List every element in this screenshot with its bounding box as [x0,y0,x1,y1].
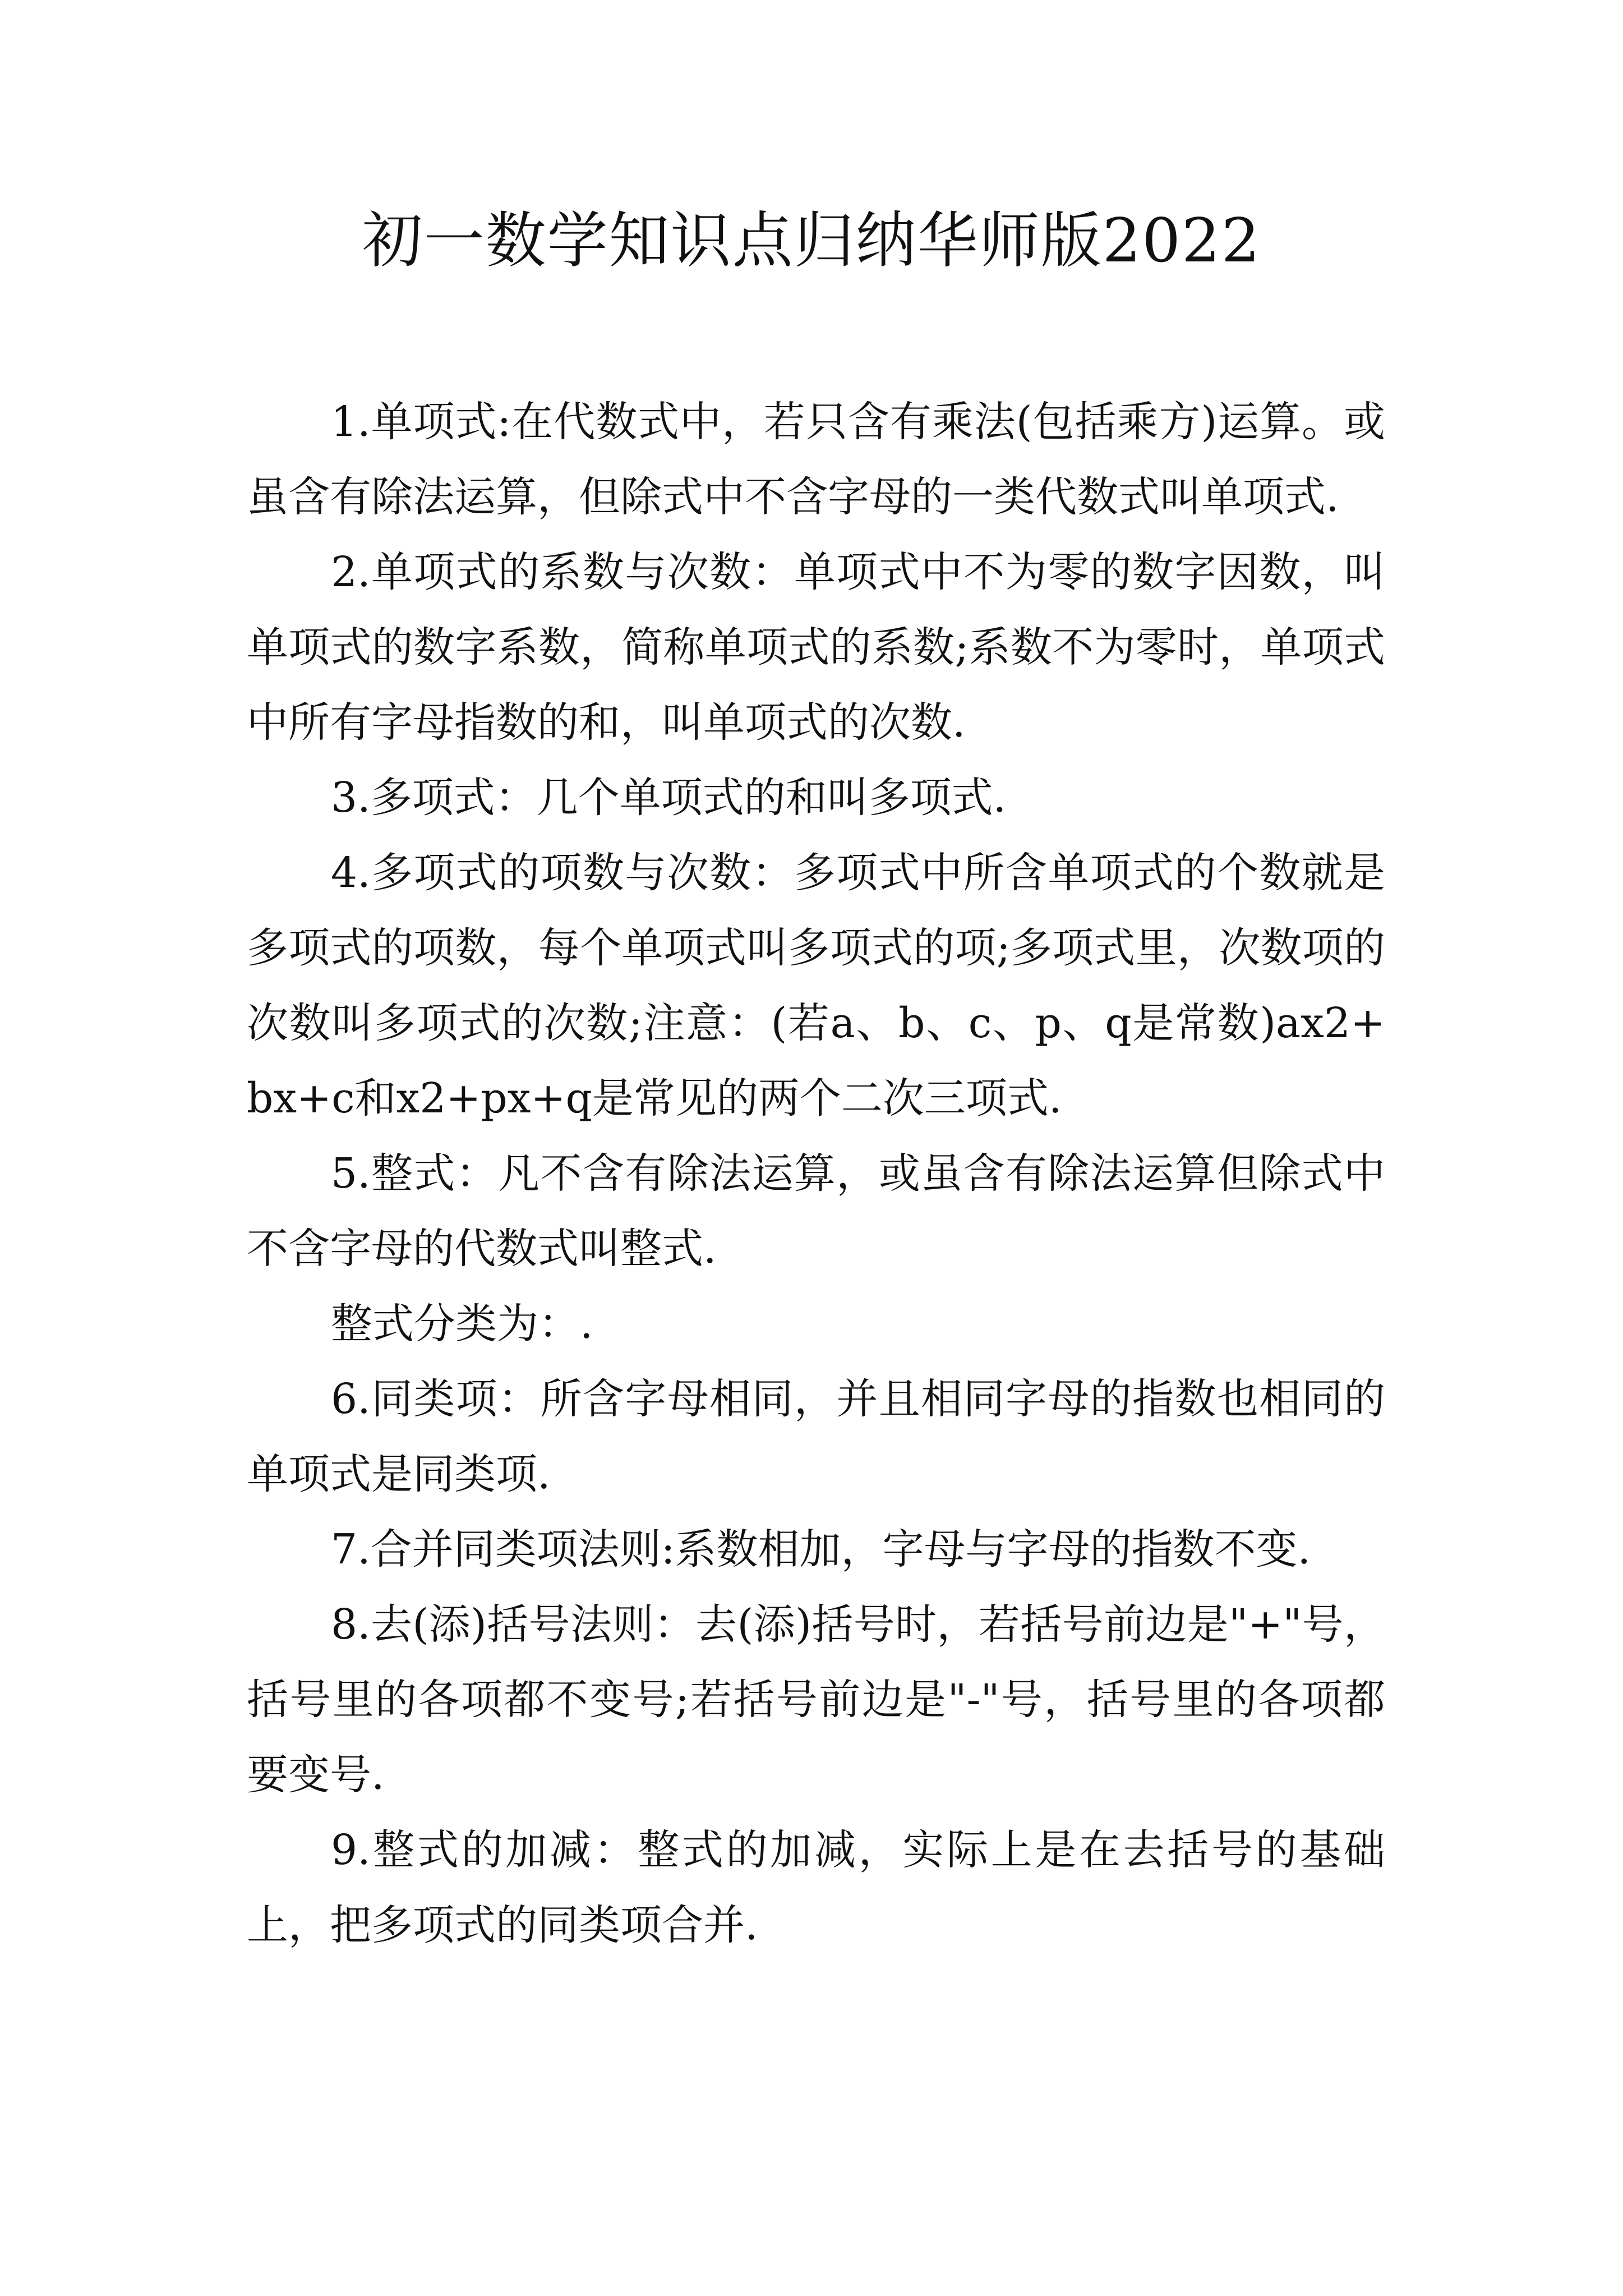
paragraph-4: 4.多项式的项数与次数：多项式中所含单项式的个数就是多项式的项数，每个单项式叫多项式的项;多项式里，次数项的次数叫多项式的次数;注意：(若a、b、c、p、q是常数)ax2+bx+c和x2+px+q是常见的两个二次三项式. [247,849,1385,1122]
paragraph-1: 1.单项式:在代数式中，若只含有乘法(包括乘方)运算。或虽含有除法运算，但除式中不含字母的一类代数式叫单项式. [247,398,1385,521]
paragraph-9: 9.整式的加减：整式的加减，实际上是在去括号的基础上，把多项式的同类项合并. [247,1826,1385,1949]
document-body [247,384,1385,1963]
paragraph-integer-classification: 整式分类为：. [331,1300,593,1348]
paragraph-5: 5.整式：凡不含有除法运算，或虽含有除法运算但除式中不含字母的代数式叫整式. [247,1149,1385,1273]
paragraph-6: 6.同类项：所含字母相同，并且相同字母的指数也相同的单项式是同类项. [247,1375,1385,1498]
paragraph-2: 2.单项式的系数与次数：单项式中不为零的数字因数，叫单项式的数字系数，简称单项式的系数;系数不为零时，单项式中所有字母指数的和，叫单项式的次数. [247,548,1385,747]
document-title: 初一数学知识点归纳华师版2022 [362,206,1261,276]
paragraph-8: 8.去(添)括号法则：去(添)括号时，若括号前边是"+"号，括号里的各项都不变号;若括号前边是"-"号，括号里的各项都要变号. [247,1600,1385,1799]
paragraph-7: 7.合并同类项法则:系数相加，字母与字母的指数不变. [331,1525,1311,1573]
paragraph-3: 3.多项式：几个单项式的和叫多项式. [331,774,1007,822]
